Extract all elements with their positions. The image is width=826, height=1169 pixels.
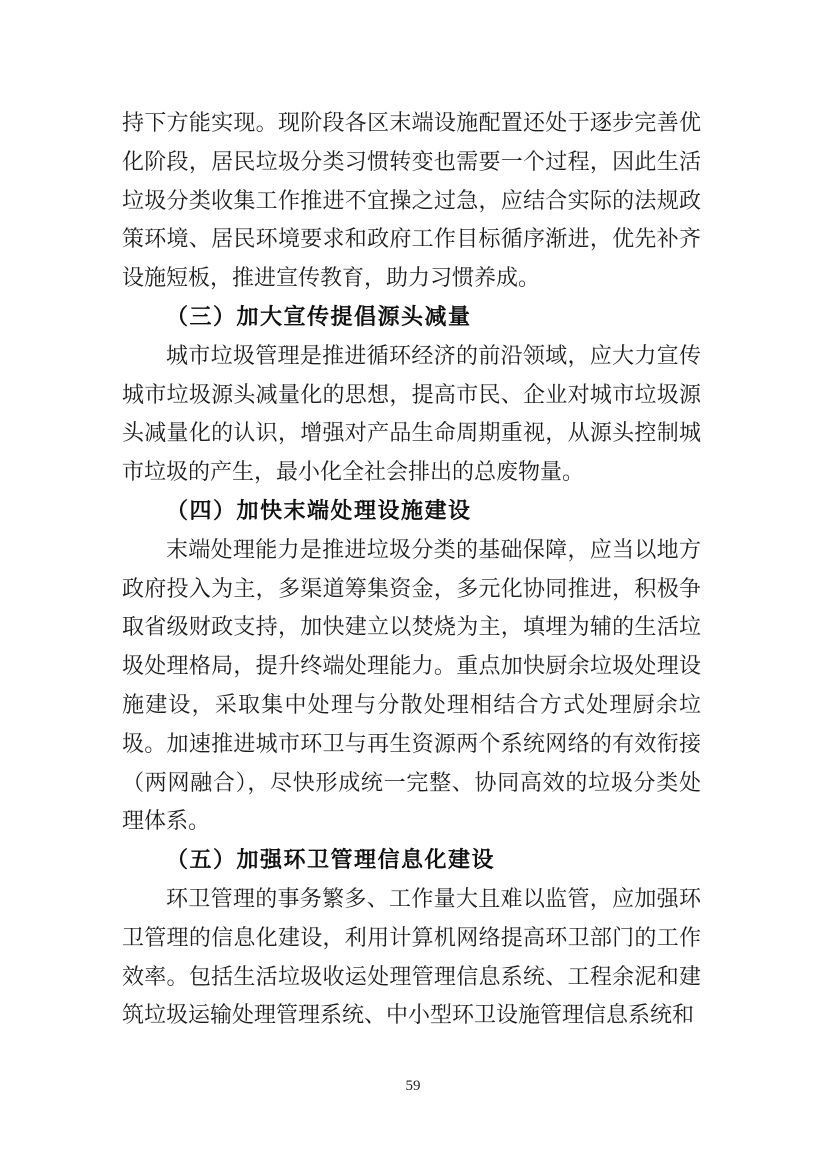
paragraph-section-4: 末端处理能力是推进垃圾分类的基础保障，应当以地方政府投入为主，多渠道筹集资金，多元化协同推进，积极争取省级财政支持，加快建立以焚烧为主，填埋为辅的生活垃圾处理格局，提升终端处理能力。重点加快厨余垃圾处理设施建设，采取集中处理与分散处理相结合方式处理厨余垃圾。加速推进城市环卫与再生资源两个系统网络的有效衔接（两网融合），尽快形成统一完整、协同高效的垃圾分类处理体系。 [122,536,701,834]
page-body [122,104,701,1035]
section-heading-5: （五）加强环卫管理信息化建设 [166,847,496,873]
section-heading-4: （四）加快末端处理设施建设 [166,497,472,523]
paragraph-section-3: 城市垃圾管理是推进循环经济的前沿领域，应大力宣传城市垃圾源头减量化的思想，提高市民、企业对城市垃圾源头减量化的认识，增强对产品生命周期重视，从源头控制城市垃圾的产生，最小化全社会排出的总废物量。 [122,342,701,485]
page-number: 59 [405,1078,421,1094]
paragraph-continuation: 持下方能实现。现阶段各区末端设施配置还处于逐步完善优化阶段，居民垃圾分类习惯转变也需要一个过程，因此生活垃圾分类收集工作推进不宜操之过急，应结合实际的法规政策环境、居民环境要求和政府工作目标循序渐进，优先补齐设施短板，推进宣传教育，助力习惯养成。 [122,110,701,291]
section-heading-3: （三）加大宣传提倡源头减量 [166,303,472,329]
paragraph-section-5: 环卫管理的事务繁多、工作量大且难以监管，应加强环卫管理的信息化建设，利用计算机网络提高环卫部门的工作效率。包括生活垃圾收运处理管理信息系统、工程余泥和建筑垃圾运输处理管理系统、中小型环卫设施管理信息系统和 [122,885,701,1028]
